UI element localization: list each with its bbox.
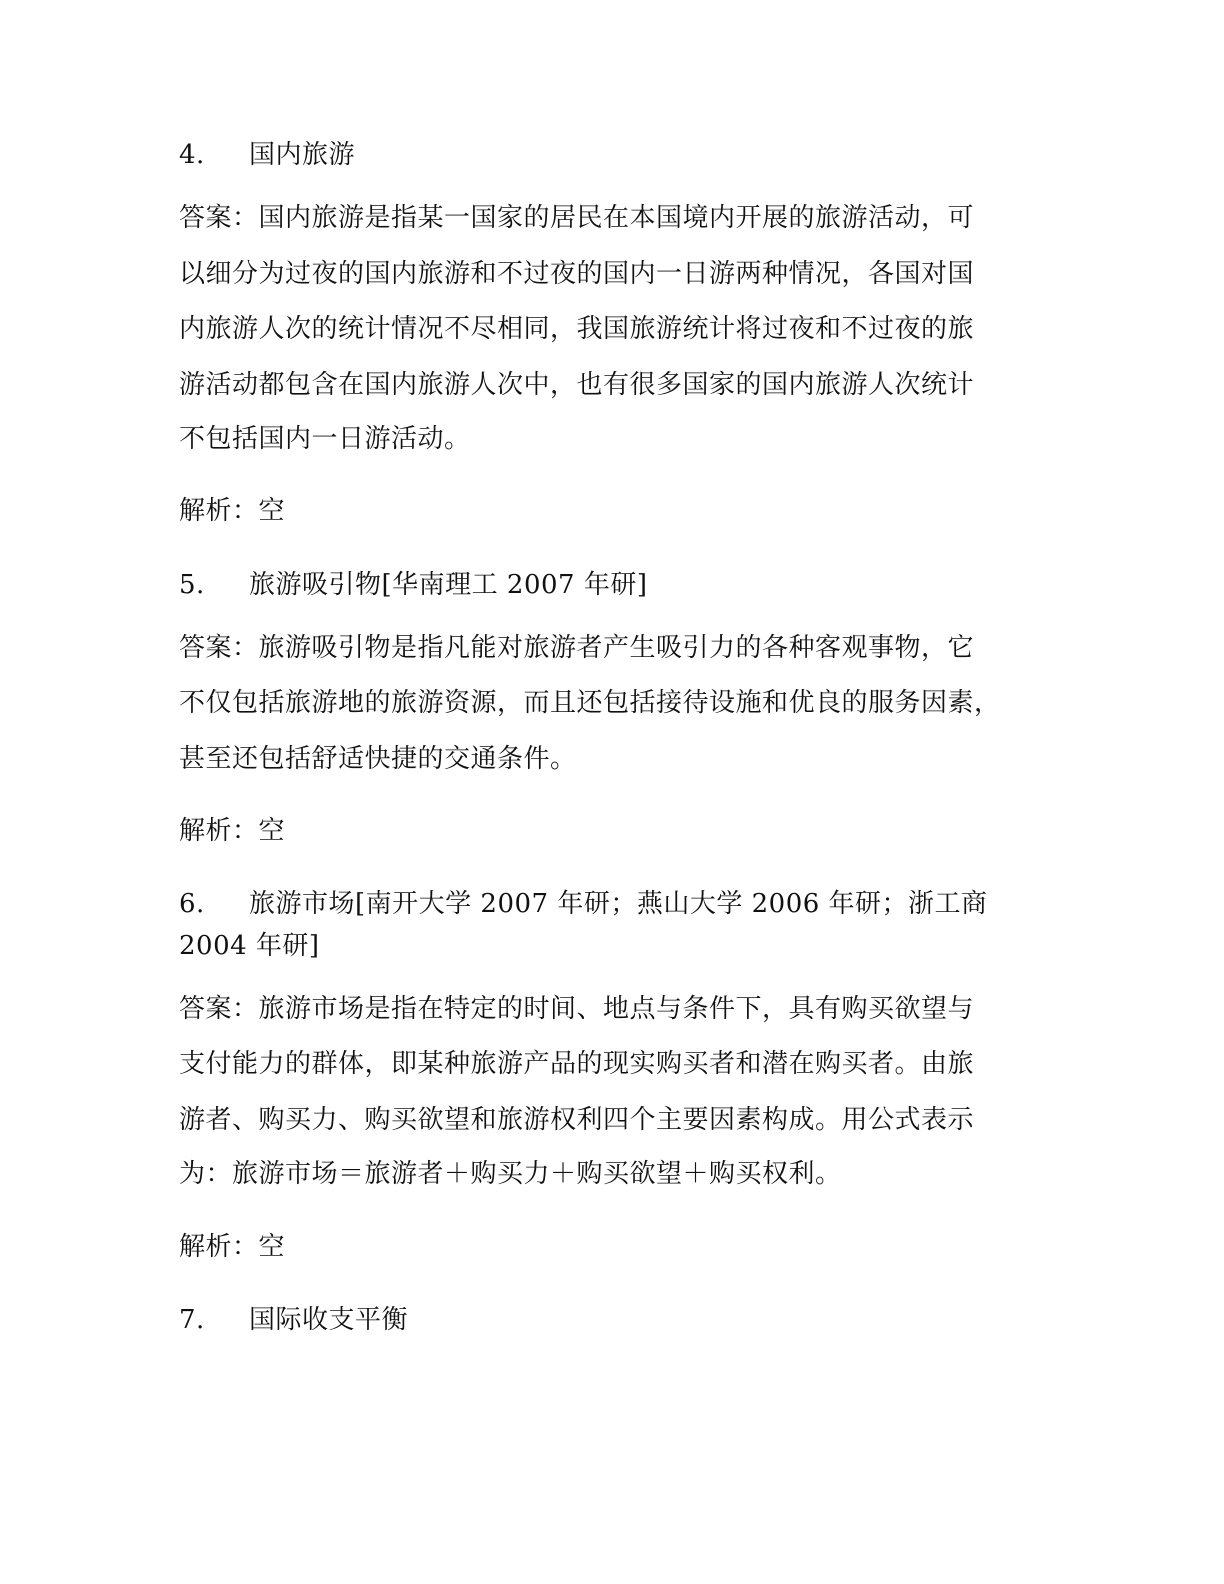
answer-line: 内旅游人次的统计情况不尽相同，我国旅游统计将过夜和不过夜的旅	[179, 314, 975, 344]
item-number: 4.	[179, 140, 205, 170]
answer-line: 游者、购买力、购买欲望和旅游权利四个主要因素构成。用公式表示	[179, 1105, 975, 1135]
item-4-heading	[179, 137, 355, 173]
answer-line: 答案：旅游吸引物是指凡能对旅游者产生吸引力的各种客观事物，它	[179, 633, 975, 663]
answer-line: 不仅包括旅游地的旅游资源，而且还包括接待设施和优良的服务因素，	[179, 688, 1001, 718]
analysis-line: 解析：空	[179, 1232, 286, 1262]
item-number: 6.	[179, 889, 205, 919]
item-7-heading	[179, 1302, 408, 1338]
item-number: 5.	[179, 570, 205, 600]
item-title-continued: 2004 年研]	[179, 931, 320, 961]
answer-line: 为：旅游市场＝旅游者＋购买力＋购买欲望＋购买权利。	[179, 1159, 842, 1189]
answer-line: 答案：旅游市场是指在特定的时间、地点与条件下，具有购买欲望与	[179, 994, 975, 1024]
item-title: 国内旅游	[249, 140, 356, 170]
answer-line: 支付能力的群体，即某种旅游产品的现实购买者和潜在购买者。由旅	[179, 1049, 975, 1079]
answer-line: 不包括国内一日游活动。	[179, 424, 471, 454]
analysis-line: 解析：空	[179, 816, 286, 846]
item-6-heading	[179, 886, 988, 922]
item-number: 7.	[179, 1305, 205, 1335]
answer-line: 甚至还包括舒适快捷的交通条件。	[179, 744, 577, 774]
answer-line: 答案：国内旅游是指某一国家的居民在本国境内开展的旅游活动，可	[179, 203, 975, 233]
answer-line: 游活动都包含在国内旅游人次中，也有很多国家的国内旅游人次统计	[179, 370, 975, 400]
item-5-heading	[179, 567, 648, 603]
answer-line: 以细分为过夜的国内旅游和不过夜的国内一日游两种情况，各国对国	[179, 259, 975, 289]
item-title: 国际收支平衡	[249, 1305, 409, 1335]
analysis-line: 解析：空	[179, 496, 286, 526]
item-title: 旅游市场[南开大学 2007 年研；燕山大学 2006 年研；浙工商	[249, 889, 988, 919]
item-title: 旅游吸引物[华南理工 2007 年研]	[249, 570, 648, 600]
